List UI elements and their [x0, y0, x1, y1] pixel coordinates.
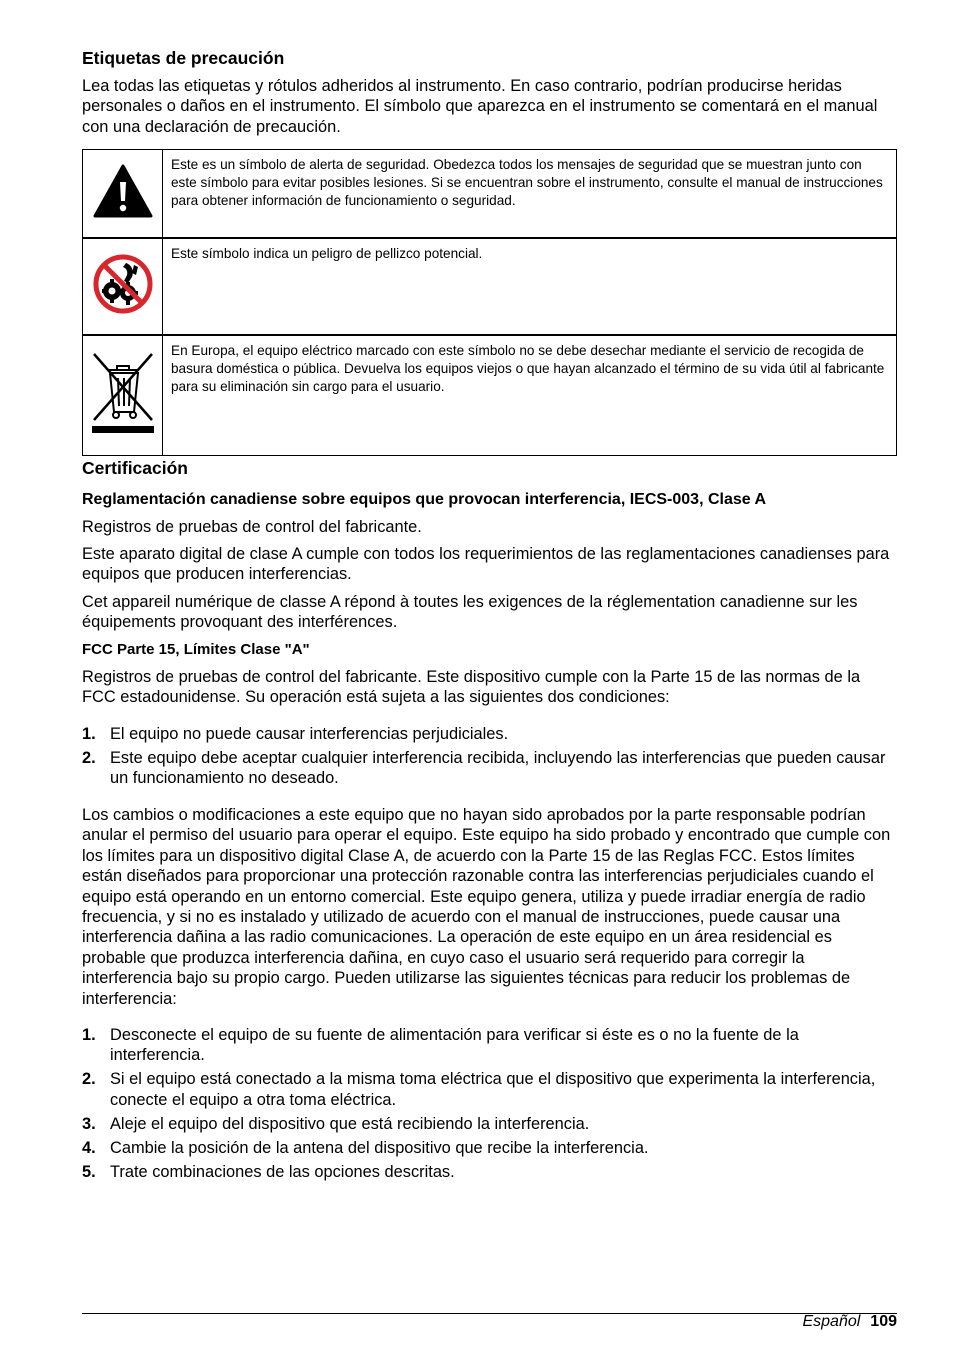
section-title-precautions: Etiquetas de precaución	[82, 48, 285, 68]
list-number: 2.	[82, 1070, 96, 1089]
symbol-description: Este símbolo indica un peligro de pellizco potencial.	[163, 238, 897, 335]
list-text: Este equipo debe aceptar cualquier interferencia recibida, incluyendo las interferencias que pueden causar un funcionamiento no deseado.	[110, 749, 886, 788]
symbol-description: Este es un símbolo de alerta de seguridad. Obedezca todos los mensajes de seguridad que se muestran junto con este símbolo para evitar posibles lesiones. Si se encuentran sobre el instrumento, consulte el manual de instrucciones para obtener información de funcionamiento o seguridad.	[163, 150, 897, 239]
list-number: 1.	[82, 1026, 96, 1044]
list-item	[82, 1114, 894, 1134]
list-item	[82, 748, 894, 789]
list-item	[82, 1069, 894, 1110]
interference-techniques-list	[82, 1025, 894, 1186]
list-number: 2.	[82, 749, 96, 767]
list-number: 5.	[82, 1162, 96, 1181]
list-text: El equipo no puede causar interferencias perjudiciales.	[110, 725, 509, 743]
fcc-title: FCC Parte 15, Límites Clase "A"	[82, 641, 310, 658]
fcc-paragraph: Registros de pruebas de control del fabricante. Este dispositivo cumple con la Parte 15 de las normas de la FCC estadounidense. Su operación está sujeta a las siguientes dos condiciones:	[82, 668, 861, 707]
page-number: 109	[870, 1313, 897, 1330]
footer-divider	[82, 1313, 897, 1314]
list-text: Desconecte el equipo de su fuente de alimentación para verificar si éste es o no la fuente de la interferencia.	[110, 1026, 799, 1065]
symbol-row	[83, 335, 897, 456]
list-text: Aleje el equipo del dispositivo que está recibiendo la interferencia.	[110, 1114, 590, 1133]
fcc-conditions-list	[82, 724, 894, 792]
footer-language: Español	[802, 1313, 861, 1330]
weee-crossed-bin-icon	[90, 423, 156, 440]
list-item	[82, 1162, 894, 1182]
precaution-symbols-table	[82, 149, 897, 456]
symbol-row	[83, 238, 897, 335]
precautions-intro: Lea todas las etiquetas y rótulos adheridos al instrumento. En caso contrario, podrían producirse heridas personales o daños en el instrumento. El símbolo que aparezca en el instrumento se comentará en el manual con una declaración de precaución.	[82, 77, 878, 136]
canada-regulation-title: Reglamentación canadiense sobre equipos que provocan interferencia, IECS-003, Clase A	[82, 491, 767, 508]
canada-paragraph-french: Cet appareil numérique de classe A répond à toutes les exigences de la réglementation canadienne sur les équipements provoquant des interférences.	[82, 593, 858, 632]
fcc-paragraph: Los cambios o modificaciones a este equipo que no hayan sido aprobados por la parte responsable podrían anular el permiso del usuario para operar el equipo. Este equipo ha sido probado y encontrado que cumple con los límites para un dispositivo digital Clase A, de acuerdo con la Parte 15 de las Reglas FCC. Estos límites están diseñados para proporcionar una protección razonable contra las interferencias perjudiciales cuando el equipo está operando en un entorno comercial. Este equipo genera, utiliza y puede irradiar energía de radio frecuencia, y si no es instalado y utilizado de acuerdo con el manual de instrucciones, puede causar una interferencia dañina a las radio comunicaciones. La operación de este equipo en un área residencial es probable que produzca interferencia dañina, en cuyo caso el usuario será requerido para corregir la interferencia bajo su propio cargo. Pueden utilizarse las siguientes técnicas para reducir los problemas de interferencia:	[82, 806, 891, 1008]
canada-paragraph: Registros de pruebas de control del fabricante.	[82, 518, 422, 536]
list-text: Cambie la posición de la antena del dispositivo que recibe la interferencia.	[110, 1138, 649, 1157]
list-item	[82, 724, 894, 744]
list-number: 4.	[82, 1138, 96, 1157]
list-number: 1.	[82, 725, 96, 743]
symbol-description: En Europa, el equipo eléctrico marcado con este símbolo no se debe desechar mediante el servicio de recogida de basura doméstica o pública. Devuelva los equipos viejos o que hayan alcanzado el término de su vida útil al fabricante para su eliminación sin cargo para el usuario.	[163, 335, 897, 456]
page-footer	[802, 1312, 897, 1332]
list-item	[82, 1025, 894, 1066]
list-number: 3.	[82, 1114, 96, 1133]
symbol-row	[83, 150, 897, 239]
list-item	[82, 1138, 894, 1158]
list-text: Trate combinaciones de las opciones descritas.	[110, 1162, 455, 1181]
pinch-hazard-icon	[92, 302, 154, 319]
section-title-certification: Certificación	[82, 458, 188, 478]
list-text: Si el equipo está conectado a la misma toma eléctrica que el dispositivo que experimenta la interferencia, conecte el equipo a otra toma eléctrica.	[110, 1070, 876, 1109]
warning-triangle-icon	[92, 206, 154, 223]
canada-paragraph: Este aparato digital de clase A cumple con todos los requerimientos de las reglamentaciones canadienses para equipos que producen interferencias.	[82, 545, 890, 584]
